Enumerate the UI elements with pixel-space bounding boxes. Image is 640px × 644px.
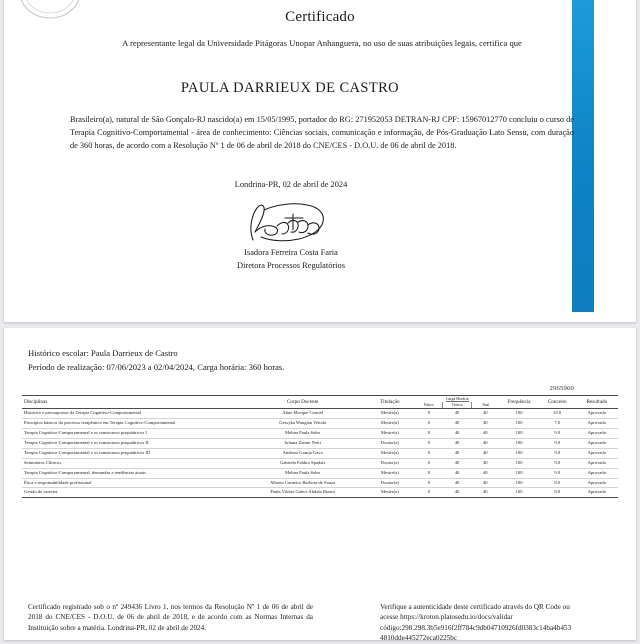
- table-row: [22, 478, 618, 488]
- table-cell-disciplina: Seminários Clínicos: [22, 458, 240, 468]
- table-cell-frequencia: 100: [499, 409, 538, 419]
- table-cell-docente: Andreza Granja Gava: [240, 448, 364, 458]
- table-cell-frequencia: 100: [499, 478, 538, 488]
- table-cell-teorica: 40: [443, 429, 471, 439]
- table-row: [22, 468, 618, 478]
- table-cell-frequencia: 100: [499, 448, 538, 458]
- signature-image: [4, 196, 578, 253]
- column-header-carga-horaria: [415, 396, 499, 409]
- table-cell-frequencia: 100: [499, 429, 538, 439]
- table-cell-teorica: 40: [443, 488, 471, 498]
- table-cell-total: 40: [471, 409, 499, 419]
- column-header-conceito: Conceito: [539, 396, 576, 409]
- table-cell-docente: Paula Vitória Galeci Abdala Biazin: [240, 488, 364, 498]
- validation-line-2: acesse https://kroton.platosedu.io/docs/validar: [380, 613, 513, 622]
- footer-registration-text: Certificado registrado sob o nº 249436 Livro 1, nos termos da Resolução Nº 1 de 06 de abril de 2018 do CNE/CES - D.O.U. de 06 de abril de 2018, e de acordo com as Normas Internas da Instituição sobre a matéria. Londrina-PR, 02 de abril de 2024.: [28, 603, 313, 632]
- table-cell-total: 40: [471, 438, 499, 448]
- signer-name: Isadora Ferreira Costa Faria: [244, 248, 338, 257]
- column-header-disciplinas: Disciplinas: [22, 396, 240, 409]
- table-cell-total: 40: [471, 448, 499, 458]
- table-cell-disciplina: Ética e responsabilidade profissional: [22, 478, 240, 488]
- table-cell-titulacao: Doutor(a): [365, 438, 415, 448]
- table-cell-total: 40: [471, 468, 499, 478]
- table-cell-pratica: 0: [415, 419, 443, 429]
- table-cell-conceito: 9.0: [539, 458, 576, 468]
- table-cell-teorica: 40: [443, 419, 471, 429]
- table-cell-teorica: 40: [443, 458, 471, 468]
- table-cell-conceito: 9.0: [539, 448, 576, 458]
- table-cell-total: 40: [471, 429, 499, 439]
- place-and-date: Londrina-PR, 02 de abril de 2024: [234, 180, 348, 189]
- table-cell-titulacao: Doutor(a): [365, 478, 415, 488]
- table-cell-docente: Juliana Zanini Netti: [240, 438, 364, 448]
- grades-table: [22, 395, 618, 498]
- table-row: [22, 409, 618, 419]
- carga-horaria-teorica-label: Teórica: [442, 402, 470, 408]
- table-row: [22, 458, 618, 468]
- table-cell-pratica: 0: [415, 458, 443, 468]
- certificate-lead-text: A representante legal da Universidade Pitágoras Unopar Anhanguera, no uso de suas atribuições legais, certifica que: [122, 38, 522, 48]
- signer-role: Diretora Processos Regulatórios: [237, 261, 345, 270]
- table-cell-pratica: 0: [415, 409, 443, 419]
- table-cell-teorica: 40: [443, 448, 471, 458]
- table-cell-pratica: 0: [415, 429, 443, 439]
- table-cell-disciplina: Princípios básicos do processo terapêutico em Terapia Cognitivo-Comportamental: [22, 419, 240, 429]
- table-cell-pratica: 0: [415, 448, 443, 458]
- table-cell-pratica: 0: [415, 468, 443, 478]
- table-cell-pratica: 0: [415, 438, 443, 448]
- table-cell-titulacao: Mestre(a): [365, 409, 415, 419]
- certificate-title: Certificado: [285, 9, 355, 25]
- certificate-page: [4, 0, 636, 322]
- table-cell-resultado: Aprovado: [576, 438, 618, 448]
- table-cell-disciplina: Gestão de carreira: [22, 488, 240, 498]
- validation-line-1: Verifique a autenticidade deste certificado através do QR Code ou: [380, 603, 570, 611]
- table-cell-conceito: 10.0: [539, 409, 576, 419]
- table-cell-titulacao: Mestre(a): [365, 468, 415, 478]
- table-cell-docente: Gessyka Wanglan Veloda: [240, 419, 364, 429]
- carga-horaria-pratica-label: Prática: [423, 403, 434, 407]
- table-cell-conceito: 8.0: [539, 488, 576, 498]
- registry-number: 2965960: [549, 385, 574, 392]
- certificate-body-text: Brasileiro(a), natural de São Gonçalo-RJ nascido(a) em 15/05/1995, portador do RG: 271952053 DETRAN-RJ CPF: 15967012770 concluiu o curso de Terapia Cognitivo-Comportamental - área de conhecimento: Ciências sociais, comunicação e informação, de Pós-Graduação Lato Sensu, com duração de 360 horas, de acordo com a Resolução Nº 1 de 06 de abril de 2018 do CNE/CES - D.O.U. de 06 de abril de 2018.: [70, 115, 574, 150]
- table-cell-pratica: 0: [415, 478, 443, 488]
- table-cell-total: 40: [471, 478, 499, 488]
- table-cell-resultado: Aprovado: [576, 458, 618, 468]
- table-cell-conceito: 9.0: [539, 468, 576, 478]
- grades-table-body: [22, 409, 618, 498]
- column-header-corpo-docente: Corpo Docente: [240, 396, 364, 409]
- column-header-frequencia: Frequência: [499, 396, 538, 409]
- column-header-titulacao: Titulação: [365, 396, 415, 409]
- table-cell-total: 40: [471, 458, 499, 468]
- table-cell-docente: Alberto Carneiro Barbosa de Souza: [240, 478, 364, 488]
- table-cell-titulacao: Mestre(a): [365, 448, 415, 458]
- historico-line: Histórico escolar: Paula Darrieux de Castro: [28, 348, 178, 358]
- carga-horaria-total-label: Total: [471, 402, 499, 408]
- table-cell-conceito: 8.0: [539, 478, 576, 488]
- column-header-resultado: Resultado: [576, 396, 618, 409]
- table-cell-titulacao: Doutor(a): [365, 458, 415, 468]
- footer-validation-text: [380, 602, 628, 644]
- table-cell-conceito: 7.0: [539, 419, 576, 429]
- table-cell-total: 40: [471, 419, 499, 429]
- table-row: [22, 419, 618, 429]
- table-cell-docente: Aline Mosque Carmel: [240, 409, 364, 419]
- student-name: PAULA DARRIEUX DE CASTRO: [180, 80, 400, 96]
- table-cell-pratica: 0: [415, 488, 443, 498]
- table-cell-disciplina: Terapia Cognitivo-Comportamental e os transtornos psiquiátricos I: [22, 429, 240, 439]
- table-cell-frequencia: 100: [499, 468, 538, 478]
- carga-horaria-label: Carga Horária: [445, 396, 469, 401]
- table-cell-teorica: 40: [443, 478, 471, 488]
- table-cell-total: 40: [471, 488, 499, 498]
- table-row: [22, 488, 618, 498]
- table-cell-teorica: 40: [443, 438, 471, 448]
- table-cell-disciplina: Histórico e pressupostos da Terapia Cognitivo-Comportamental: [22, 409, 240, 419]
- table-row: [22, 448, 618, 458]
- table-cell-docente: Melina Paula Sales: [240, 429, 364, 439]
- periodo-line: Período de realização: 07/06/2023 a 02/04/2024, Carga horária: 360 horas.: [28, 362, 285, 372]
- table-row: [22, 429, 618, 439]
- table-cell-teorica: 40: [443, 468, 471, 478]
- table-cell-conceito: 9.0: [539, 438, 576, 448]
- table-cell-resultado: Aprovado: [576, 419, 618, 429]
- validation-code-line-1: código:298.298.3b5e916f2ff784c9db04710926fd0383c14ba4b453: [380, 623, 572, 632]
- table-cell-resultado: Aprovado: [576, 448, 618, 458]
- table-cell-frequencia: 100: [499, 419, 538, 429]
- table-cell-teorica: 40: [443, 409, 471, 419]
- table-cell-frequencia: 100: [499, 458, 538, 468]
- table-cell-titulacao: Mestre(a): [365, 429, 415, 439]
- table-cell-resultado: Aprovado: [576, 429, 618, 439]
- table-cell-disciplina: Terapia Cognitivo-Comportamental e os transtornos psiquiátricos III: [22, 448, 240, 458]
- validation-code-line-2: 4810dde445272eca0225bc: [380, 634, 458, 643]
- table-cell-resultado: Aprovado: [576, 468, 618, 478]
- table-cell-docente: Gabriela Fabbro Spadari: [240, 458, 364, 468]
- table-cell-resultado: Aprovado: [576, 488, 618, 498]
- table-cell-frequencia: 100: [499, 438, 538, 448]
- table-cell-resultado: Aprovado: [576, 409, 618, 419]
- table-cell-titulacao: Mestre(a): [365, 419, 415, 429]
- table-cell-disciplina: Terapia Cognitivo-Comportamental e os transtornos psiquiátricos II: [22, 438, 240, 448]
- table-cell-titulacao: Mestre(a): [365, 488, 415, 498]
- table-cell-conceito: 9.0: [539, 429, 576, 439]
- table-cell-docente: Melina Paula Sales: [240, 468, 364, 478]
- table-cell-disciplina: Terapia Cognitivo-Comportamental, demandas e tendências atuais: [22, 468, 240, 478]
- table-cell-frequencia: 100: [499, 488, 538, 498]
- table-row: [22, 438, 618, 448]
- table-cell-resultado: Aprovado: [576, 478, 618, 488]
